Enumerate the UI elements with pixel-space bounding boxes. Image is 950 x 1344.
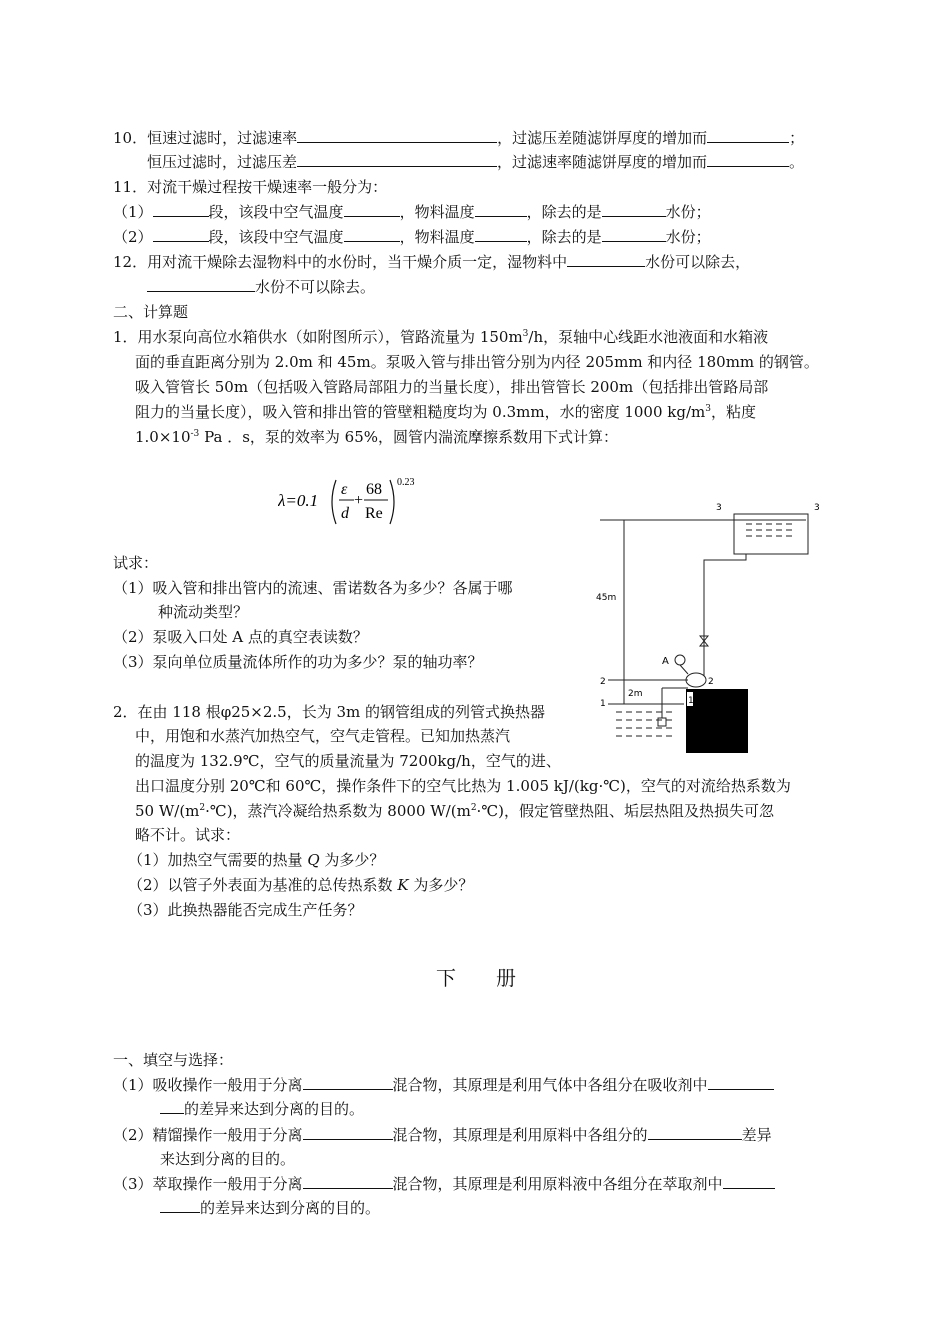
p1-line1: 1．用水泵向高位水箱供水（如附图所示），管路流量为 $150m^3/h$，泵轴中心线距水池液面和水箱液 <box>113 328 769 346</box>
q12-line2: 水份不可以除去。 <box>147 276 375 298</box>
foot-valve-icon <box>658 718 666 726</box>
blank[interactable] <box>153 227 209 242</box>
q10-line2: 恒压过滤时，过滤压差 ，过滤速率随滤饼厚度的增加而 。 <box>147 153 805 171</box>
blank[interactable] <box>303 1125 393 1140</box>
formula-den2: Re <box>365 505 383 522</box>
blank[interactable] <box>708 1075 774 1090</box>
f3-line2: 的差异来达到分离的目的。 <box>160 1197 380 1219</box>
blank[interactable] <box>297 128 497 143</box>
label-45m: 45m <box>596 593 617 603</box>
p2-sub1: （1）加热空气需要的热量 Q 为多少？ <box>128 851 385 869</box>
p1-line2: 面的垂直距离分别为 2.0m 和 45m。泵吸入管与排出管分别为内径 205mm 和内径 180mm 的钢管。 <box>135 353 819 371</box>
blank[interactable] <box>475 202 527 217</box>
section-calculation-heading: 二、计算题 <box>113 303 189 321</box>
formula-lhs: λ=0.1 <box>278 491 319 510</box>
blank[interactable] <box>344 202 400 217</box>
blank[interactable] <box>707 152 789 167</box>
p2-line5: 50 $W/(m^2\cdot℃)$，蒸汽冷凝给热系数为 8000 $W/(m^2\cdot℃)$，假定管壁热阻、垢层热阻及热损失可忽 <box>135 802 774 820</box>
blank[interactable] <box>160 1099 184 1114</box>
blank[interactable] <box>344 227 400 242</box>
blank[interactable] <box>303 1174 393 1189</box>
discharge-pipe <box>704 554 746 676</box>
blank[interactable] <box>303 1075 393 1090</box>
p1-sub1-cont: 种流动类型？ <box>158 603 249 621</box>
formula-exponent: 0.23 <box>397 477 415 488</box>
blank[interactable] <box>475 227 527 242</box>
section-fill-heading: 一、填空与选择： <box>113 1051 234 1069</box>
vacuum-gauge-icon <box>675 655 685 665</box>
f3-line1: （3）萃取操作一般用于分离 混合物，其原理是利用原料液中各组分在萃取剂中 <box>113 1173 775 1195</box>
formula-den1: d <box>341 505 349 522</box>
p1-sub1: （1）吸入管和排出管内的流速、雷诺数各为多少？各属于哪 <box>113 579 513 597</box>
p1-sub2: （2）泵吸入口处 A 点的真空表读数？ <box>113 628 368 646</box>
formula-num1: ε <box>341 481 348 498</box>
right-paren <box>390 480 394 524</box>
f1-line1: （1）吸收操作一般用于分离 混合物，其原理是利用气体中各组分在吸收剂中 <box>113 1074 774 1096</box>
label-1-mid: 1 <box>688 696 694 706</box>
label-2m: 2m <box>628 689 643 699</box>
f2-line2: 来达到分离的目的。 <box>160 1150 296 1168</box>
blank[interactable] <box>707 128 789 143</box>
f2-line1: （2）精馏操作一般用于分离 混合物，其原理是利用原料中各组分的 差异 <box>113 1126 772 1144</box>
label-3-left: 3 <box>716 503 722 513</box>
blank[interactable] <box>153 202 209 217</box>
friction-factor-formula <box>278 472 438 532</box>
f1-line2: 的差异来达到分离的目的。 <box>160 1098 364 1120</box>
p2-line6: 略不计。试求： <box>135 826 241 844</box>
p2-line3: 的温度为 132.9℃，空气的质量流量为 7200kg/h，空气的进、 <box>135 752 561 770</box>
pump-icon <box>686 673 706 687</box>
left-paren <box>332 480 336 524</box>
blank[interactable] <box>297 152 497 167</box>
p1-line5: $1.0\times 10^{-3}$ Pa ．s，泵的效率为 65%，圆管内湍流摩擦系数用下式计算： <box>135 428 619 446</box>
blank[interactable] <box>602 202 666 217</box>
p2-line4: 出口温度分别 20℃和 60℃，操作条件下的空气比热为 1.005 kJ/(kg·℃)，空气的对流给热系数为 <box>135 777 791 795</box>
p1-sub3: （3）泵向单位质量流体所作的功为多少？泵的轴功率？ <box>113 653 483 671</box>
label-A: A <box>662 656 669 667</box>
q11-title: 11．对流干燥过程按干燥速率一般分为： <box>113 178 388 196</box>
blank[interactable] <box>567 252 645 267</box>
q12-line1: 12．用对流干燥除去湿物料中的水份时，当干燥介质一定，湿物料中 水份可以除去， <box>113 253 751 271</box>
blank[interactable] <box>602 227 666 242</box>
p2-line1: 2．在由 118 根φ25×2.5，长为 3m 的钢管组成的列管式换热器 <box>113 703 546 721</box>
label-2-right: 2 <box>708 677 714 687</box>
pump-system-diagram <box>596 496 836 762</box>
gauge-connector <box>680 665 688 674</box>
formula-plus: + <box>354 492 364 509</box>
p2-sub3: （3）此换热器能否完成生产任务？ <box>128 901 363 919</box>
p2-line2: 中，用饱和水蒸汽加热空气，空气走管程。已知加热蒸汽 <box>135 727 511 745</box>
blank[interactable] <box>723 1174 775 1189</box>
blank[interactable] <box>648 1125 742 1140</box>
formula-num2: 68 <box>366 481 382 498</box>
label-2-left: 2 <box>600 677 606 687</box>
blank[interactable] <box>147 277 255 292</box>
blank[interactable] <box>160 1198 200 1213</box>
q11-part1: （1） 段，该段中空气温度 ，物料温度 ，除去的是 水份； <box>113 203 711 221</box>
pump-base-block <box>686 689 748 753</box>
p1-line3: 吸入管管长 50m（包括吸入管路局部阻力的当量长度），排出管管长 200m（包括排出管路局部 <box>135 378 769 396</box>
q11-part2: （2） 段，该段中空气温度 ，物料温度 ，除去的是 水份； <box>113 228 711 246</box>
q10-line1: 10．恒速过滤时，过滤速率 ，过滤压差随滤饼厚度的增加而 ； <box>113 129 805 147</box>
label-3-right: 3 <box>814 503 820 513</box>
p2-sub2: （2）以管子外表面为基准的总传热系数 K 为多少？ <box>128 876 474 894</box>
p1-ask: 试求： <box>113 554 159 572</box>
label-1-left: 1 <box>600 699 606 709</box>
volume-title: 下 册 <box>436 966 516 990</box>
p1-line4: 阻力的当量长度），吸入管和排出管的管壁粗糙度均为 0.3mm，水的密度 1000 $kg/m^3$，粘度 <box>135 403 757 421</box>
